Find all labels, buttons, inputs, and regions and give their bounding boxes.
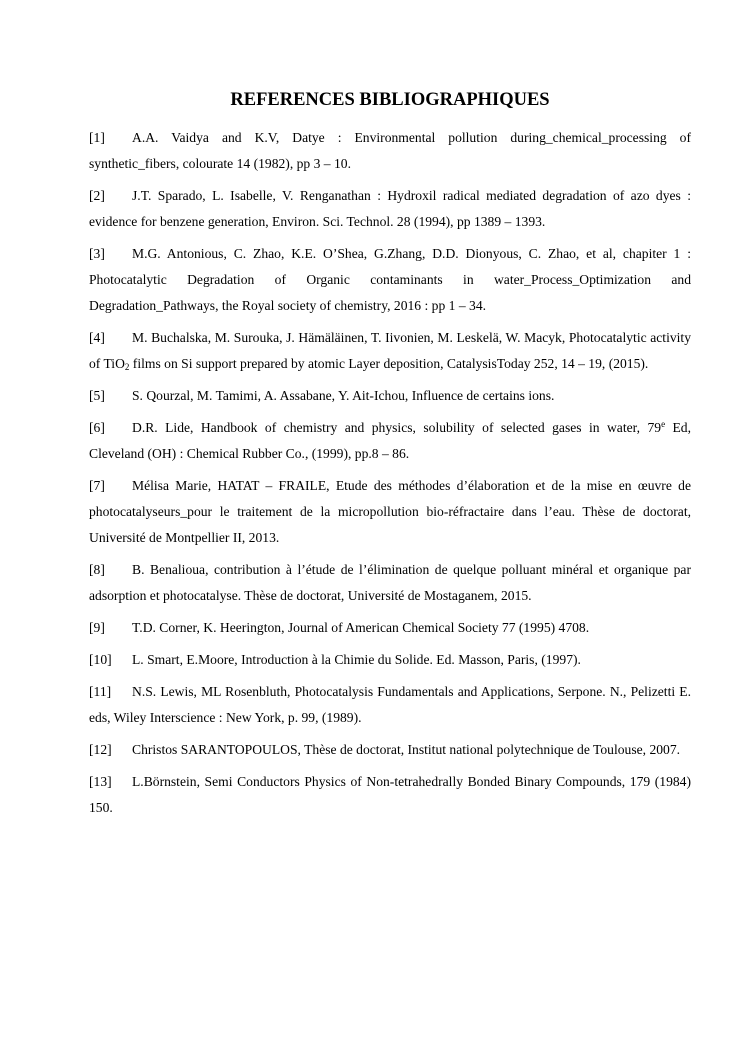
document-page (89, 88, 691, 827)
reference-text: A.A. Vaidya and K.V, Datye : Environmental pollution during_chemical_processing of synthetic_fibers, colourate 14 (1982), pp 3 – 10. (89, 130, 691, 171)
subscript: 2 (124, 362, 130, 372)
reference-text: M. Buchalska, M. Surouka, J. Hämäläinen, T. Iivonien, M. Leskelä, W. Macyk, Photocatalytic activity of TiO (89, 330, 691, 371)
reference-item (89, 615, 691, 641)
reference-text: B. Benalioua, contribution à l’étude de l’élimination de quelque polluant minéral et organique par adsorption et photocatalyse. Thèse de doctorat, Université de Mostaganem, 2015. (89, 562, 691, 603)
reference-number: [6] (89, 420, 105, 435)
reference-number: [9] (89, 620, 105, 635)
reference-text: Christos SARANTOPOULOS, Thèse de doctorat, Institut national polytechnique de Toulouse, 2007. (132, 742, 681, 757)
reference-item (89, 383, 691, 409)
reference-text-cont: Ed, Cleveland (OH) : Chemical Rubber Co., (1999), pp.8 – 86. (89, 420, 691, 461)
reference-item (89, 473, 691, 551)
reference-number: [12] (89, 742, 112, 757)
reference-item (89, 183, 691, 235)
reference-number: [1] (89, 130, 105, 145)
page-title: REFERENCES BIBLIOGRAPHIQUES (230, 90, 550, 110)
reference-text: T.D. Corner, K. Heerington, Journal of American Chemical Society 77 (1995) 4708. (132, 620, 590, 635)
reference-text: L.Börnstein, Semi Conductors Physics of Non-tetrahedrally Bonded Binary Compounds, 179 (1984) 150. (89, 774, 691, 815)
reference-item (89, 415, 691, 467)
reference-number: [11] (89, 684, 112, 699)
reference-number: [13] (89, 774, 112, 789)
reference-number: [5] (89, 388, 105, 403)
reference-item (89, 679, 691, 731)
reference-number: [2] (89, 188, 105, 203)
reference-number: [4] (89, 330, 105, 345)
superscript: e (661, 419, 666, 429)
reference-text: J.T. Sparado, L. Isabelle, V. Renganathan : Hydroxil radical mediated degradation of azo dyes : evidence for benzene generation, Environ. Sci. Technol. 28 (1994), pp 1389 – 1393. (89, 188, 691, 229)
reference-number: [7] (89, 478, 105, 493)
reference-text: Mélisa Marie, HATAT – FRAILE, Etude des méthodes d’élaboration et de la mise en œuvre de photocatalyseurs_pour le traitement de la micropollution bio-réfractaire dans l’eau. Thèse de doctorat, Université de Montpellier II, 2013. (89, 478, 691, 545)
reference-text: L. Smart, E.Moore, Introduction à la Chimie du Solide. Ed. Masson, Paris, (1997). (132, 652, 581, 667)
reference-text: M.G. Antonious, C. Zhao, K.E. O’Shea, G.Zhang, D.D. Dionyous, C. Zhao, et al, chapiter 1 : Photocatalytic Degradation of Organic contaminants in water_Process_Optimization and Degradation_Pathways, the Royal society of chemistry, 2016 : pp 1 – 34. (89, 246, 691, 313)
reference-item (89, 325, 691, 377)
reference-item (89, 769, 691, 821)
reference-item (89, 737, 691, 763)
reference-text: N.S. Lewis, ML Rosenbluth, Photocatalysis Fundamentals and Applications, Serpone. N., Pelizetti E. eds, Wiley Interscience : New York, p. 99, (1989). (89, 684, 691, 725)
reference-number: [3] (89, 246, 105, 261)
reference-item (89, 557, 691, 609)
reference-text: S. Qourzal, M. Tamimi, A. Assabane, Y. Ait-Ichou, Influence de certains ions. (132, 388, 555, 403)
reference-number: [10] (89, 652, 112, 667)
reference-number: [8] (89, 562, 105, 577)
reference-item (89, 647, 691, 673)
reference-item (89, 125, 691, 177)
reference-item (89, 241, 691, 319)
reference-text-cont: films on Si support prepared by atomic Layer deposition, CatalysisToday 252, 14 – 19, (2015). (129, 356, 649, 371)
reference-text: D.R. Lide, Handbook of chemistry and physics, solubility of selected gases in water, 79 (132, 420, 662, 435)
